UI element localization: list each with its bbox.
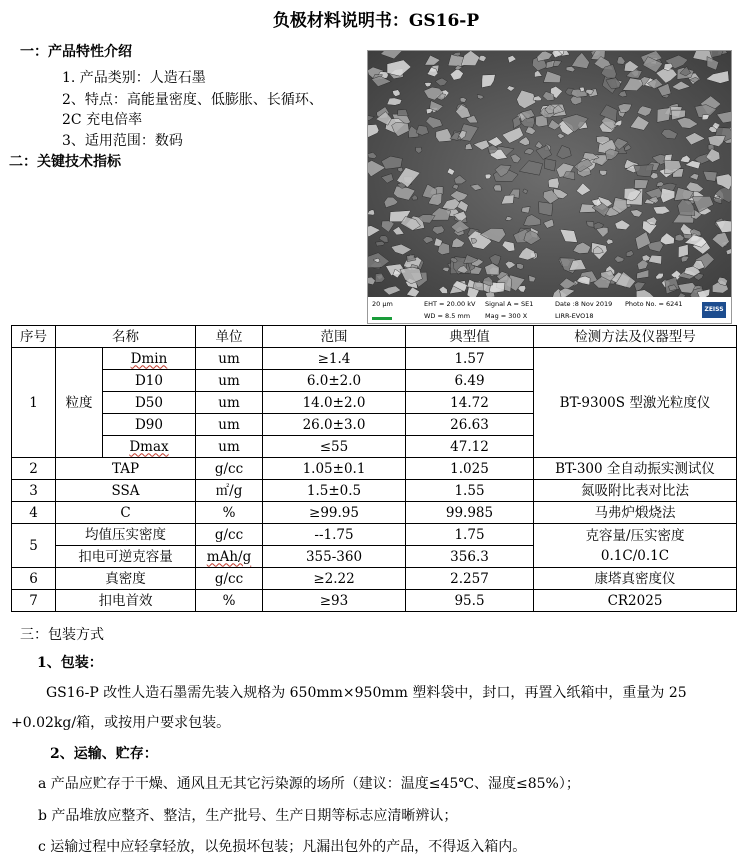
cell-method: BT-9300S 型激光粒度仪 <box>534 348 737 458</box>
cell-range: 6.0±2.0 <box>263 370 406 392</box>
cell-unit: g/cc <box>196 458 263 480</box>
cell-range: 1.5±0.5 <box>263 480 406 502</box>
header-typical: 典型值 <box>406 326 534 348</box>
cell-unit: % <box>196 590 263 612</box>
cell-typical: 14.72 <box>406 392 534 414</box>
cell-range: ≥1.4 <box>263 348 406 370</box>
sem-scale-bar <box>372 317 392 320</box>
cell-typical: 47.12 <box>406 436 534 458</box>
unit-mah: mAh/g <box>206 548 252 565</box>
cell-no: 5 <box>12 524 56 568</box>
cell-typical: 356.3 <box>406 546 534 568</box>
cell-unit: um <box>196 414 263 436</box>
cell-sub <box>103 348 196 370</box>
store-item-b: b 产品堆放应整齐、整洁，生产批号、生产日期等标志应清晰辨认； <box>38 808 458 824</box>
pack-text-line1: GS16-P 改性人造石墨需先装入规格为 650mm×950mm 塑料袋中，封口，再置入纸箱中，重量为 25 <box>46 685 687 701</box>
cell-unit: um <box>196 370 263 392</box>
table-row <box>12 590 737 612</box>
cell-name: 粒度 <box>56 348 103 458</box>
cell-name: C <box>56 502 196 524</box>
cell-typical: 95.5 <box>406 590 534 612</box>
cell-unit: ㎡/g <box>196 480 263 502</box>
feature-traits: 2、特点：高能量密度、低膨胀、长循环、 <box>62 92 323 108</box>
cell-name: 扣电可逆克容量 <box>56 546 196 568</box>
cell-sub: D50 <box>103 392 196 414</box>
cell-unit: % <box>196 502 263 524</box>
section1-heading: 一：产品特性介绍 <box>20 44 132 60</box>
cell-unit: g/cc <box>196 568 263 590</box>
header-range: 范围 <box>263 326 406 348</box>
section3-heading: 三：包装方式 <box>20 627 104 643</box>
sub-dmax: Dmax <box>129 438 169 455</box>
cell-typical: 2.257 <box>406 568 534 590</box>
sub-dmin: Dmin <box>130 350 168 367</box>
cell-no: 1 <box>12 348 56 458</box>
header-no: 序号 <box>12 326 56 348</box>
document-title: 负极材料说明书：GS16-P <box>272 11 480 31</box>
cell-unit: um <box>196 348 263 370</box>
store-item-a: a 产品应贮存于干燥、通风且无其它污染源的场所（建议：温度≤45℃、湿度≤85%）； <box>38 776 580 792</box>
cell-range: 355-360 <box>263 546 406 568</box>
cell-range: ≥2.22 <box>263 568 406 590</box>
cell-name: SSA <box>56 480 196 502</box>
table-row <box>12 568 737 590</box>
sem-info-bar <box>368 297 731 323</box>
cell-sub: D10 <box>103 370 196 392</box>
cell-range: 14.0±2.0 <box>263 392 406 414</box>
header-method: 检测方法及仪器型号 <box>534 326 737 348</box>
cell-typical: 1.025 <box>406 458 534 480</box>
cell-name: TAP <box>56 458 196 480</box>
cell-method: 马弗炉煅烧法 <box>534 502 737 524</box>
cell-range: --1.75 <box>263 524 406 546</box>
cell-unit: um <box>196 436 263 458</box>
cell-method <box>534 524 737 568</box>
cell-no: 6 <box>12 568 56 590</box>
cell-unit: um <box>196 392 263 414</box>
cell-no: 3 <box>12 480 56 502</box>
cell-typical: 6.49 <box>406 370 534 392</box>
sem-photo-no: Photo No. = 6241 <box>625 300 683 308</box>
sem-wd: WD = 8.5 mm <box>424 312 471 320</box>
cell-sub <box>103 436 196 458</box>
pack-heading: 1、包装： <box>37 655 103 671</box>
cell-name: 扣电首效 <box>56 590 196 612</box>
sem-image <box>368 51 731 297</box>
header-name: 名称 <box>56 326 196 348</box>
cell-no: 2 <box>12 458 56 480</box>
store-heading: 2、运输、贮存： <box>50 746 158 762</box>
cell-name: 真密度 <box>56 568 196 590</box>
feature-category: 1. 产品类别：人造石墨 <box>62 70 206 86</box>
feature-scope: 3、适用范围：数码 <box>62 133 183 149</box>
zeiss-logo: ZEISS <box>702 302 726 318</box>
sem-date: Date :8 Nov 2019 <box>555 300 613 308</box>
table-row <box>12 348 737 370</box>
cell-method: BT-300 全自动振实测试仪 <box>534 458 737 480</box>
sem-signal: Signal A = SE1 <box>485 300 534 308</box>
cell-range: ≥93 <box>263 590 406 612</box>
spec-table <box>11 325 737 612</box>
sem-eht: EHT = 20.00 kV <box>424 300 476 308</box>
sem-scale-label: 20 µm <box>372 300 393 308</box>
cell-typical: 1.55 <box>406 480 534 502</box>
table-row <box>12 502 737 524</box>
cell-no: 7 <box>12 590 56 612</box>
cell-typical: 1.75 <box>406 524 534 546</box>
table-row <box>12 458 737 480</box>
cell-method: 氮吸附比表对比法 <box>534 480 737 502</box>
sem-mag: Mag = 300 X <box>485 312 528 320</box>
cell-method: 康塔真密度仪 <box>534 568 737 590</box>
cell-unit: g/cc <box>196 524 263 546</box>
method-line-2: 0.1C/0.1C <box>600 547 670 564</box>
cell-method: CR2025 <box>534 590 737 612</box>
sem-micrograph <box>367 50 732 324</box>
store-item-c: c 运输过程中应轻拿轻放，以免损坏包装；凡漏出包外的产品，不得返入箱内。 <box>38 839 527 855</box>
feature-traits-cont: 2C 充电倍率 <box>62 112 143 128</box>
cell-typical: 1.57 <box>406 348 534 370</box>
cell-no: 4 <box>12 502 56 524</box>
sem-instrument: LIRR-EVO18 <box>555 312 594 320</box>
cell-name: 均值压实密度 <box>56 524 196 546</box>
cell-typical: 99.985 <box>406 502 534 524</box>
section2-heading: 二：关键技术指标 <box>9 154 121 170</box>
table-row <box>12 524 737 546</box>
header-unit: 单位 <box>196 326 263 348</box>
cell-typical: 26.63 <box>406 414 534 436</box>
pack-text-line2: +0.02kg/箱，或按用户要求包装。 <box>11 715 231 731</box>
cell-range: 26.0±3.0 <box>263 414 406 436</box>
cell-range: ≤55 <box>263 436 406 458</box>
cell-sub: D90 <box>103 414 196 436</box>
method-line-1: 克容量/压实密度 <box>585 527 685 544</box>
table-row <box>12 480 737 502</box>
cell-unit <box>196 546 263 568</box>
table-header-row <box>12 326 737 348</box>
cell-range: ≥99.95 <box>263 502 406 524</box>
cell-range: 1.05±0.1 <box>263 458 406 480</box>
